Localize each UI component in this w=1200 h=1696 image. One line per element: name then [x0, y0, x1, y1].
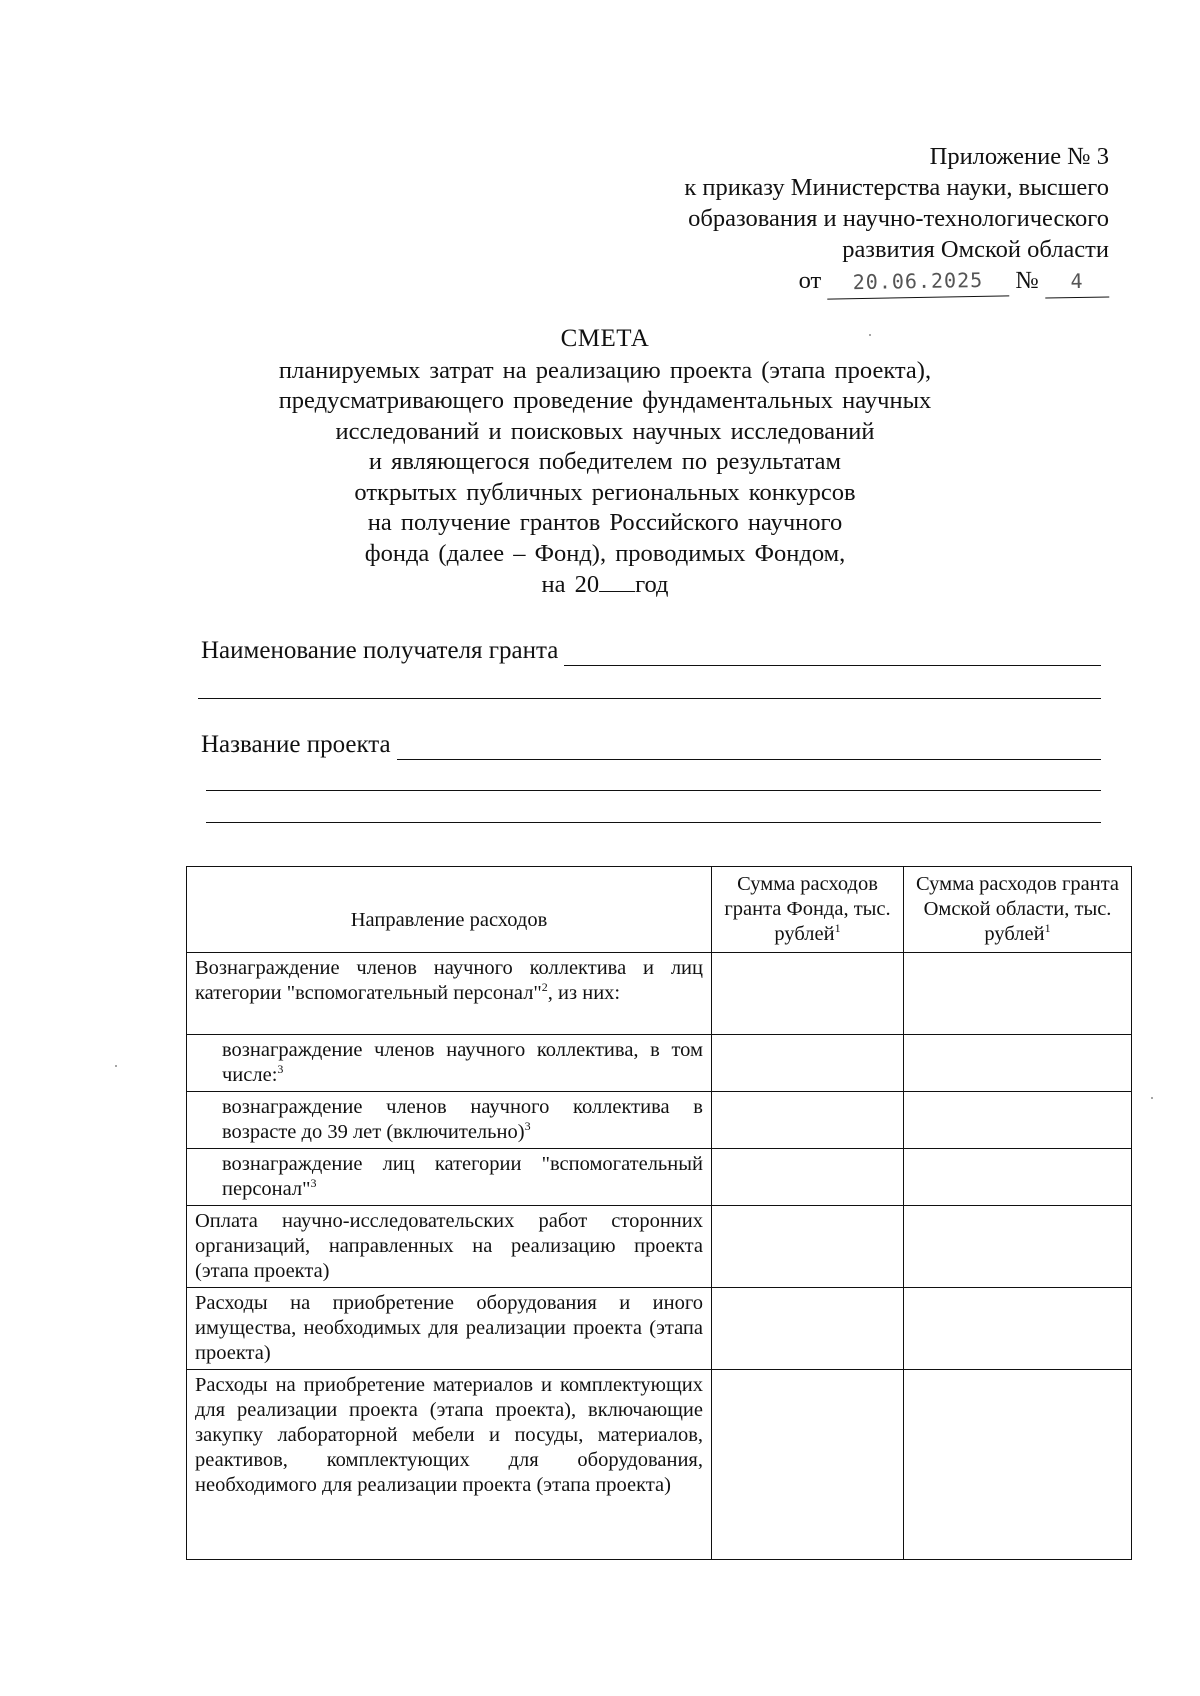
title-line-5: открытых публичных региональных конкурсов	[354, 478, 856, 506]
title-year-line	[240, 569, 970, 601]
cell-fund-sum[interactable]	[712, 1206, 904, 1288]
cell-omsk-sum[interactable]	[904, 1206, 1132, 1288]
estimate-title-block	[240, 324, 970, 601]
row-equipment-purchase: Расходы на приобретение оборудования и иного имущества, необходимых для реализации проекта (этапа проекта)	[187, 1288, 712, 1370]
recipient-field	[201, 636, 1101, 666]
appendix-date-line	[549, 265, 1109, 298]
year-blank-field[interactable]	[599, 569, 635, 592]
table-row	[187, 1149, 1132, 1206]
cell-omsk-sum[interactable]	[904, 953, 1132, 1035]
header-fund-sum: Сумма расходов гранта Фонда, тыс. рублей$^1$	[712, 867, 904, 953]
appendix-region-line: развития Омской области	[842, 236, 1109, 263]
appendix-ministry-line: образования и научно-технологического	[688, 205, 1109, 232]
handwritten-date: 20.06.2025	[827, 264, 1010, 299]
table-row	[187, 1035, 1132, 1092]
table-row	[187, 1370, 1132, 1560]
project-second-line[interactable]	[206, 790, 1101, 791]
scan-speck	[115, 1065, 117, 1067]
appendix-number: Приложение № 3	[929, 143, 1109, 170]
appendix-header	[549, 141, 1109, 298]
handwritten-number: 4	[1045, 265, 1110, 298]
year-suffix: год	[635, 571, 669, 598]
title-line-6: на получение грантов Российского научного	[367, 509, 843, 536]
row-remuneration-total: Вознаграждение членов научного коллектива и лиц категории "вспомогательный персонал"$^2$, из них:	[187, 953, 712, 1035]
recipient-label: Наименование получателя гранта	[201, 637, 559, 664]
number-label: №	[1015, 267, 1039, 294]
appendix-order-line: к приказу Министерства науки, высшего	[684, 174, 1109, 201]
scan-speck	[869, 334, 871, 336]
row-materials-purchase: Расходы на приобретение материалов и комплектующих для реализации проекта (этапа проекта), включающие закупку лабораторной мебели и посуды, материалов, реактивов, комплектующих для оборудования, необходимого для реализации проекта (этапа проекта)	[187, 1370, 712, 1560]
row-team-remuneration: вознаграждение членов научного коллектива, в том числе:$^3$	[187, 1035, 712, 1092]
cell-omsk-sum[interactable]	[904, 1370, 1132, 1560]
project-third-line[interactable]	[206, 822, 1101, 823]
cell-omsk-sum[interactable]	[904, 1288, 1132, 1370]
title-line-1: планируемых затрат на реализацию проекта (этапа проекта),	[278, 356, 932, 384]
cell-fund-sum[interactable]	[712, 1035, 904, 1092]
cell-fund-sum[interactable]	[712, 1149, 904, 1206]
project-label: Название проекта	[201, 731, 391, 758]
cell-omsk-sum[interactable]	[904, 1035, 1132, 1092]
year-prefix: на 20	[541, 571, 600, 598]
cell-omsk-sum[interactable]	[904, 1149, 1132, 1206]
project-input-line[interactable]	[397, 735, 1101, 760]
title-line-3: исследований и поисковых научных исследований	[335, 417, 875, 445]
title-line-7: фонда (далее – Фонд), проводимых Фондом,	[364, 539, 846, 567]
table-row	[187, 1092, 1132, 1149]
scan-speck	[1151, 1097, 1153, 1099]
title-line-4: и являющегося победителем по результатам	[368, 448, 842, 475]
cell-fund-sum[interactable]	[712, 1288, 904, 1370]
cell-fund-sum[interactable]	[712, 1092, 904, 1149]
row-support-staff-remuneration: вознаграждение лиц категории "вспомогательный персонал"$^3$	[187, 1149, 712, 1206]
table-row	[187, 1288, 1132, 1370]
table-row	[187, 1206, 1132, 1288]
cost-estimate-table	[186, 866, 1132, 1560]
cell-fund-sum[interactable]	[712, 953, 904, 1035]
document-title: СМЕТА	[560, 325, 650, 352]
row-young-team-remuneration: вознаграждение членов научного коллектива в возрасте до 39 лет (включительно)$^3$	[187, 1092, 712, 1149]
header-omsk-sum: Сумма расходов гранта Омской области, тыс. рублей$^1$	[904, 867, 1132, 953]
project-field	[201, 730, 1101, 760]
row-third-party-research: Оплата научно-исследовательских работ сторонних организаций, направленных на реализацию проекта (этапа проекта)	[187, 1206, 712, 1288]
cell-omsk-sum[interactable]	[904, 1092, 1132, 1149]
table-row	[187, 953, 1132, 1035]
header-direction: Направление расходов	[187, 867, 712, 953]
recipient-second-line[interactable]	[198, 698, 1101, 699]
title-line-2: предусматривающего проведение фундаментальных научных	[278, 387, 932, 414]
recipient-input-line[interactable]	[564, 641, 1101, 666]
table-header-row	[187, 867, 1132, 953]
date-prefix: от	[798, 267, 822, 294]
cell-fund-sum[interactable]	[712, 1370, 904, 1560]
